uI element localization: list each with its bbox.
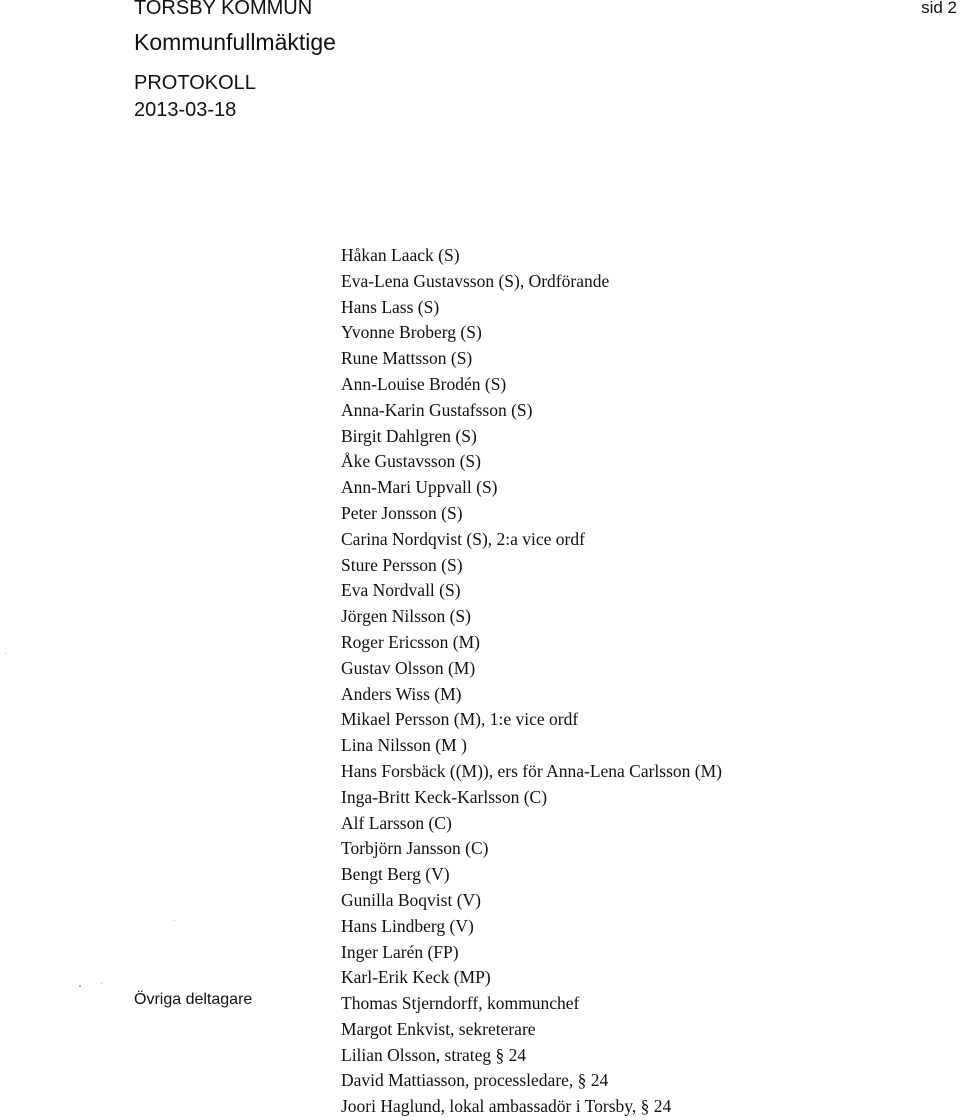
member-item: Birgit Dahlgren (S) — [341, 425, 477, 446]
member-item: Alf Larsson (C) — [341, 812, 452, 833]
organization-name: TORSBY KOMMUN — [134, 0, 313, 19]
member-item: Sture Persson (S) — [341, 554, 463, 575]
member-item: Gustav Olsson (M) — [341, 657, 476, 678]
member-item: Håkan Laack (S) — [341, 245, 460, 265]
member-item: Ann-Louise Brodén (S) — [341, 373, 507, 394]
body-name: Kommunfullmäktige — [134, 29, 336, 55]
participant-item: David Mattiasson, processledare, § 24 — [341, 1070, 609, 1091]
participant-item: Lilian Olsson, strateg § 24 — [341, 1044, 527, 1065]
member-item: Carina Nordqvist (S), 2:a vice ordf — [341, 528, 585, 549]
member-item: Hans Lass (S) — [341, 296, 440, 317]
scan-speck — [174, 920, 175, 921]
member-item: Ann-Mari Uppvall (S) — [341, 477, 498, 498]
member-item: Gunilla Boqvist (V) — [341, 889, 481, 910]
document-date: 2013-03-18 — [134, 99, 237, 121]
scan-speck — [101, 983, 102, 984]
member-item: Peter Jonsson (S) — [341, 502, 463, 523]
member-item: Åke Gustavsson (S) — [341, 451, 481, 472]
member-item: Karl-Erik Keck (MP) — [341, 967, 491, 988]
scan-speck — [79, 985, 81, 987]
other-participants-label: Övriga deltagare — [134, 991, 253, 1008]
member-item: Mikael Persson (M), 1:e vice ordf — [341, 709, 579, 730]
member-item: Hans Lindberg (V) — [341, 915, 474, 936]
member-item: Yvonne Broberg (S) — [341, 322, 482, 343]
member-item: Torbjörn Jansson (C) — [341, 838, 489, 859]
member-item: Jörgen Nilsson (S) — [341, 606, 471, 627]
member-item: Eva-Lena Gustavsson (S), Ordförande — [341, 270, 610, 291]
page-number: sid 2 — [921, 0, 957, 17]
member-item: Lina Nilsson (M ) — [341, 735, 467, 756]
participant-item: Thomas Stjerndorff, kommunchef — [341, 993, 580, 1013]
members-list — [341, 243, 722, 991]
participant-item: Margot Enkvist, sekreterare — [341, 1018, 536, 1039]
member-item: Bengt Berg (V) — [341, 864, 450, 885]
member-item: Anders Wiss (M) — [341, 683, 462, 704]
member-item: Inga-Britt Keck-Karlsson (C) — [341, 786, 548, 807]
other-participants-list — [341, 991, 671, 1120]
member-item: Roger Ericsson (M) — [341, 631, 481, 652]
document-type: PROTOKOLL — [134, 72, 256, 94]
member-item: Eva Nordvall (S) — [341, 580, 461, 601]
member-item: Rune Mattsson (S) — [341, 348, 473, 369]
member-item: Inger Larén (FP) — [341, 941, 459, 962]
participant-item: Joori Haglund, lokal ambassadör i Torsby, § 24 — [341, 1096, 672, 1117]
member-item: Hans Forsbäck ((M)), ers för Anna-Lena Carlsson (M) — [341, 760, 723, 781]
scan-speck — [5, 653, 6, 654]
member-item: Anna-Karin Gustafsson (S) — [341, 399, 533, 420]
